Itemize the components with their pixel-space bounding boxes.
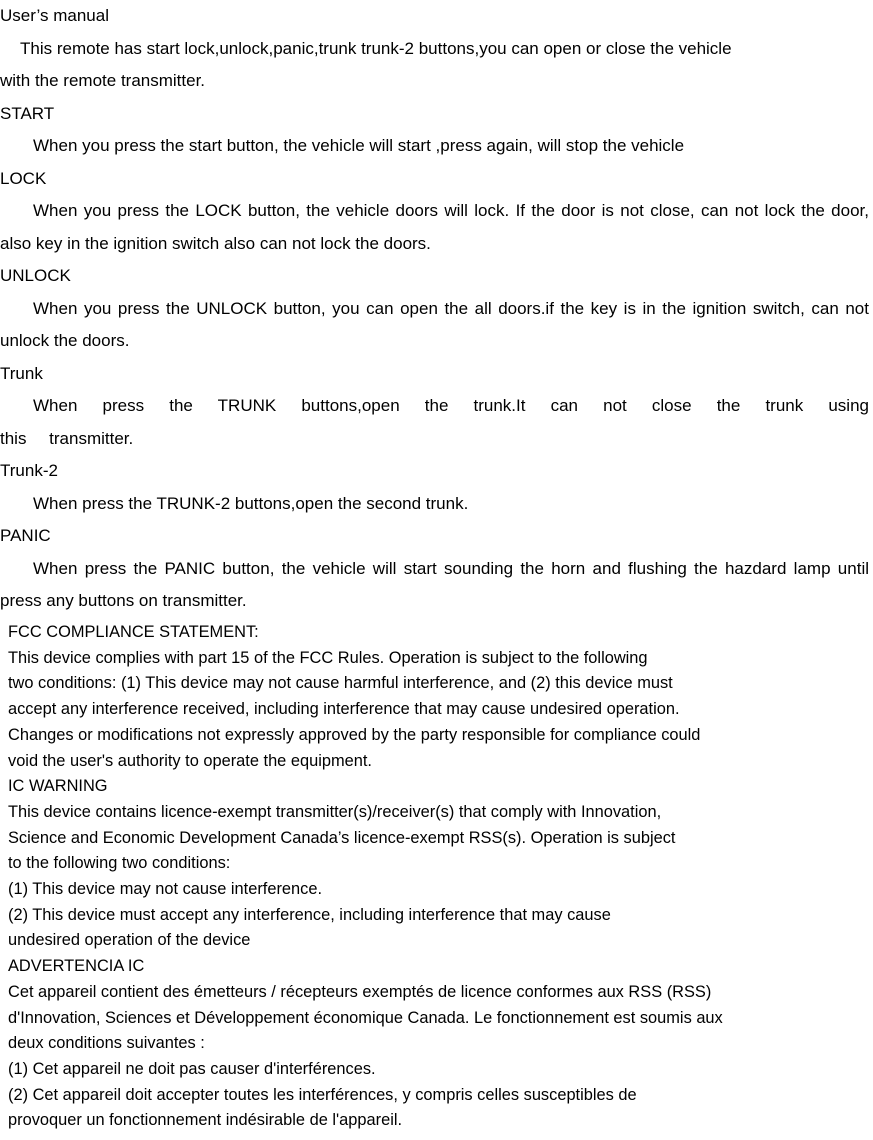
section-heading-start: START <box>0 103 55 123</box>
intro-text-line-2: with the remote transmitter. <box>0 71 206 90</box>
section-heading-panic: PANIC <box>0 526 51 545</box>
section-text-trunk: When press the TRUNK buttons,open the trunk.It can not close the trunk using this transmitter. <box>0 396 869 448</box>
manual-title: User’s manual <box>0 6 109 25</box>
compliance-line: (2) Cet appareil doit accepter toutes les interférences, y compris celles susceptibles de <box>8 1085 637 1104</box>
section-text-panic: When press the PANIC button, the vehicle will start sounding the horn and flushing the hazdard lamp until press any buttons on transmitter. <box>0 558 869 610</box>
compliance-line: deux conditions suivantes : <box>8 1034 205 1053</box>
compliance-line: undesired operation of the device <box>8 931 251 950</box>
section-heading-lock: LOCK <box>0 168 47 188</box>
compliance-line: void the user's authority to operate the equipment. <box>8 751 372 770</box>
intro-text-line-1: This remote has start lock,unlock,panic,trunk trunk-2 buttons,you can open or close the vehicle <box>20 38 732 58</box>
compliance-line: d'Innovation, Sciences et Développement économique Canada. Le fonctionnement est soumis aux <box>8 1008 723 1027</box>
section-text-unlock: When you press the UNLOCK button, you can open the all doors.if the key is in the ignition switch, can not unlock the doors. <box>0 298 869 350</box>
compliance-line: Cet appareil contient des émetteurs / récepteurs exemptés de licence conformes aux RSS (RSS) <box>8 982 712 1001</box>
compliance-line: Science and Economic Development Canada’s licence-exempt RSS(s). Operation is subject <box>8 828 676 847</box>
ic-warning-heading: IC WARNING <box>8 777 108 796</box>
compliance-line: Changes or modifications not expressly approved by the party responsible for compliance could <box>8 725 701 744</box>
section-heading-unlock: UNLOCK <box>0 266 71 285</box>
fcc-heading: FCC COMPLIANCE STATEMENT: <box>8 623 259 641</box>
section-text-trunk-2: When press the TRUNK-2 buttons,open the second trunk. <box>33 493 469 513</box>
advertencia-ic-heading: ADVERTENCIA IC <box>8 957 145 976</box>
compliance-line: (2) This device must accept any interference, including interference that may cause <box>8 905 611 924</box>
compliance-line: two conditions: (1) This device may not cause harmful interference, and (2) this device must <box>8 674 673 693</box>
compliance-line: provoquer un fonctionnement indésirable de l'appareil. <box>8 1111 403 1130</box>
compliance-line: (1) Cet appareil ne doit pas causer d'interférences. <box>8 1059 376 1078</box>
section-heading-trunk-2: Trunk-2 <box>0 461 58 480</box>
compliance-line: accept any interference received, including interference that may cause undesired operation. <box>8 700 680 719</box>
compliance-line: This device complies with part 15 of the FCC Rules. Operation is subject to the following <box>8 648 648 667</box>
section-text-start: When you press the start button, the vehicle will start ,press again, will stop the vehicle <box>33 136 685 155</box>
compliance-line: This device contains licence-exempt transmitter(s)/receiver(s) that comply with Innovation, <box>8 802 662 821</box>
compliance-line: to the following two conditions: <box>8 854 231 873</box>
compliance-line: (1) This device may not cause interference. <box>8 880 322 899</box>
section-text-lock: When you press the LOCK button, the vehicle doors will lock. If the door is not close, can not lock the door, also key in the ignition switch also can not lock the doors. <box>0 201 869 253</box>
section-heading-trunk: Trunk <box>0 363 43 383</box>
compliance-statement <box>8 620 873 1134</box>
